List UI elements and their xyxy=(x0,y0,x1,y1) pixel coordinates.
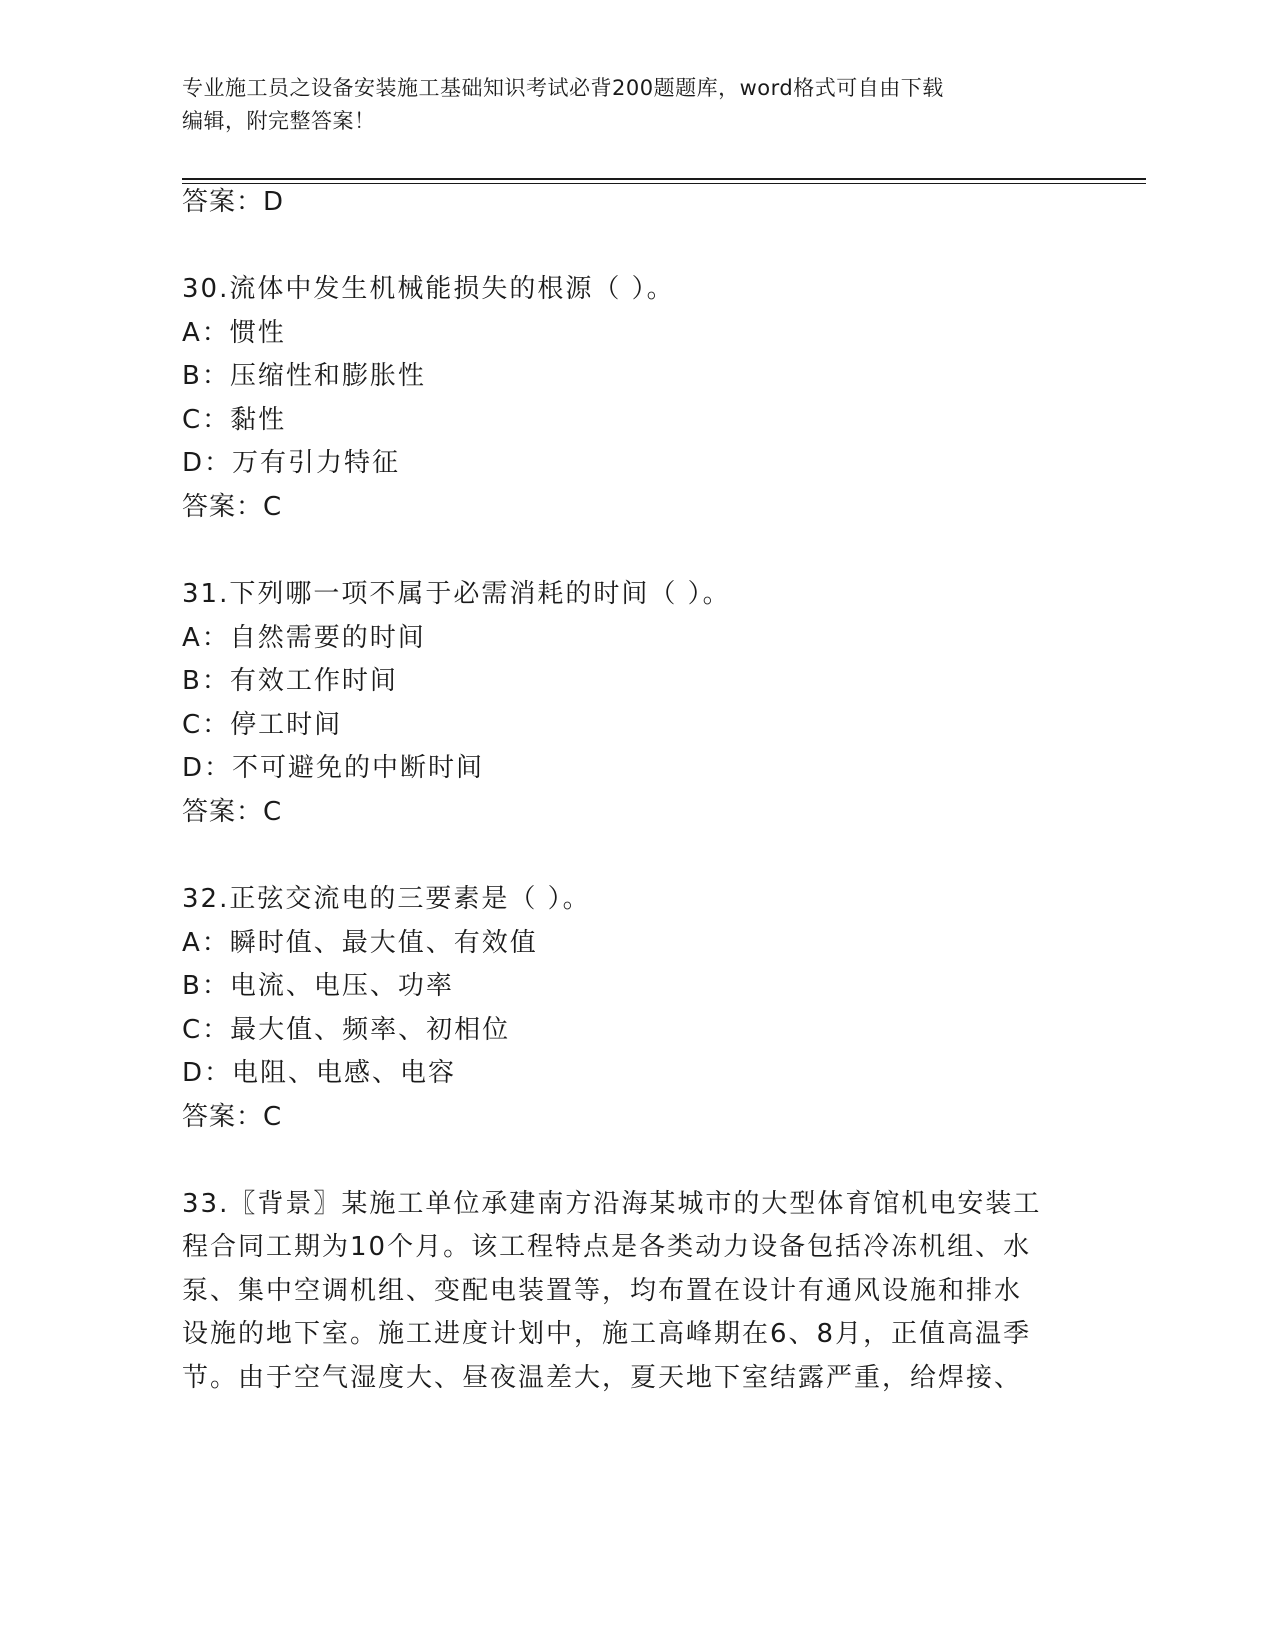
question-32-option-c: C：最大值、频率、初相位 xyxy=(182,1015,511,1045)
question-30-option-a: A：惯性 xyxy=(182,318,286,348)
header-rule-thin xyxy=(182,183,1146,184)
question-32-stem: 32.正弦交流电的三要素是（ ）。 xyxy=(182,884,591,914)
question-30-stem: 30.流体中发生机械能损失的根源（ ）。 xyxy=(182,274,675,304)
previous-answer: 答案：D xyxy=(182,187,285,217)
question-32-option-d: D：电阻、电感、电容 xyxy=(182,1058,457,1088)
question-32-option-a: A：瞬时值、最大值、有效值 xyxy=(182,928,538,958)
question-31-stem: 31.下列哪一项不属于必需消耗的时间（ ）。 xyxy=(182,579,731,609)
question-30-option-c: C：黏性 xyxy=(182,405,287,435)
question-33-line-2: 程合同工期为10个月。该工程特点是各类动力设备包括冷冻机组、水 xyxy=(182,1232,1032,1262)
header-line-2: 编辑，附完整答案！ xyxy=(182,109,376,133)
question-31-option-c: C：停工时间 xyxy=(182,710,343,740)
question-33-line-5: 节。由于空气湿度大、昼夜温差大，夏天地下室结露严重，给焊接、 xyxy=(182,1363,1023,1393)
question-31-option-b: B：有效工作时间 xyxy=(182,666,398,696)
question-30-option-b: B：压缩性和膨胀性 xyxy=(182,361,426,391)
question-31-option-d: D：不可避免的中断时间 xyxy=(182,753,485,783)
question-33-line-1: 33.〖背景〗某施工单位承建南方沿海某城市的大型体育馆机电安装工 xyxy=(182,1189,1042,1219)
header-line-1: 专业施工员之设备安装施工基础知识考试必背200题题库，word格式可自由下载 xyxy=(182,76,944,100)
document-header xyxy=(182,72,1082,138)
question-32-answer: 答案：C xyxy=(182,1102,283,1132)
header-rule-thick xyxy=(182,178,1146,180)
question-33-line-3: 泵、集中空调机组、变配电装置等，均布置在设计有通风设施和排水 xyxy=(182,1276,1023,1306)
question-30-answer: 答案：C xyxy=(182,492,283,522)
question-31-option-a: A：自然需要的时间 xyxy=(182,623,426,653)
question-32-option-b: B：电流、电压、功率 xyxy=(182,971,454,1001)
question-30-option-d: D：万有引力特征 xyxy=(182,448,401,478)
question-33-line-4: 设施的地下室。施工进度计划中，施工高峰期在6、8月，正值高温季 xyxy=(182,1319,1032,1349)
question-31-answer: 答案：C xyxy=(182,797,283,827)
